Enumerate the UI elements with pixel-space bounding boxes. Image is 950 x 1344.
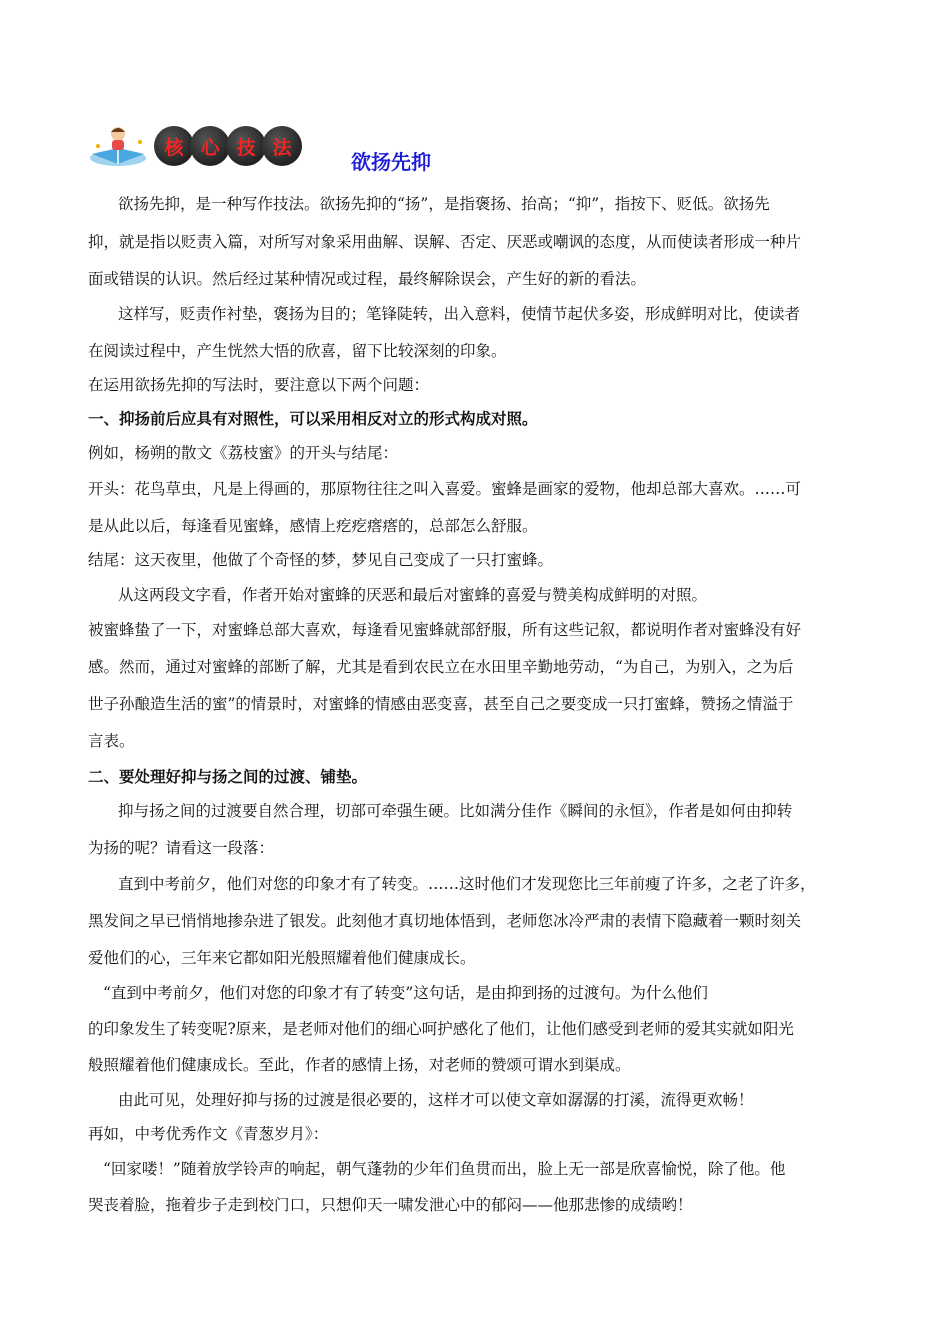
badge-char: 技 xyxy=(226,126,266,166)
text-line: 结尾：这天夜里，他做了个奇怪的梦，梦见自己变成了一只打蜜蜂。 xyxy=(88,551,554,569)
badge-char: 核 xyxy=(154,126,194,166)
quote-line: 直到中考前夕，他们对您的印象才有了转变。……这时他们才发现您比三年前瘦了许多，之老了许多， xyxy=(118,875,816,893)
text-line: “直到中考前夕，他们对您的印象才有了转变”这句话，是由抑到扬的过渡句。为什么他们 xyxy=(103,984,708,1002)
text-line: 欲扬先抑，是一种写作技法。欲扬先抑的“扬”，是指褒扬、抬高；“抑”，指按下、贬低。欲扬先 xyxy=(118,195,770,213)
section-header xyxy=(88,124,848,174)
text-line: 是从此以后，每逢看见蜜蜂，感情上疙疙瘩瘩的，总部怎么舒服。 xyxy=(88,517,538,535)
text-line: 开头：花鸟草虫，凡是上得画的，那原物往往之叫入喜爱。蜜蜂是画家的爱物，他却总部大喜欢。……可 xyxy=(88,480,802,498)
text-line: 世子孙酿造生活的蜜”的情景时，对蜜蜂的情感由恶变喜，甚至自己之要变成一只打蜜蜂，赞扬之情溢于 xyxy=(88,695,794,713)
text-line: 被蜜蜂蛰了一下，对蜜蜂总部大喜欢，每逢看见蜜蜂就部舒服，所有这些记叙，都说明作者对蜜蜂没有好 xyxy=(88,621,802,639)
text-line: 言表。 xyxy=(88,732,135,750)
text-line: 抑，就是指以贬责入篇，对所写对象采用曲解、误解、否定、厌恶或嘲讽的态度，从而使读者形成一种片 xyxy=(88,233,802,251)
quote-line: “回家喽！”随着放学铃声的响起，朝气蓬勃的少年们鱼贯而出，脸上无一部是欣喜愉悦，除了他。他 xyxy=(103,1160,786,1178)
text-line: 面或错误的认识。然后经过某种情况或过程，最终解除误会，产生好的新的看法。 xyxy=(88,270,647,288)
reading-child-icon xyxy=(88,124,158,168)
page-title: 欲扬先抑 xyxy=(351,150,431,174)
text-line: 由此可见，处理好抑与扬的过渡是很必要的，这样才可以使文章如潺潺的打溪，流得更欢畅！ xyxy=(118,1091,754,1109)
text-line: 感。然而，通过对蜜蜂的部断了解，尤其是看到农民立在水田里辛勤地劳动，“为自己，为别入，之为后 xyxy=(88,658,794,676)
text-line: 在阅读过程中，产生恍然大悟的欣喜，留下比较深刻的印象。 xyxy=(88,342,507,360)
quote-line: 爱他们的心，三年来它都如阳光般照耀着他们健康成长。 xyxy=(88,949,476,967)
text-line: 般照耀着他们健康成长。至此，作者的感情上扬，对老师的赞颂可谓水到渠成。 xyxy=(88,1056,631,1074)
core-technique-badges xyxy=(154,126,298,166)
badge-char: 法 xyxy=(262,126,302,166)
section-heading: 二、要处理好抑与扬之间的过渡、铺垫。 xyxy=(88,768,368,786)
quote-line: 黑发间之早已悄悄地掺杂进了银发。此刻他才真切地体悟到，老师您冰冷严肃的表情下隐藏着一颗时刻关 xyxy=(88,912,802,930)
badge-char: 心 xyxy=(190,126,230,166)
text-line: 从这两段文字看，作者开始对蜜蜂的厌恶和最后对蜜蜂的喜爱与赞美构成鲜明的对照。 xyxy=(118,586,708,604)
text-line: 这样写，贬责作衬垫，褒扬为目的；笔锋陡转，出入意料，使情节起伏多姿，形成鲜明对比，使读者 xyxy=(118,305,801,323)
text-line: 再如，中考优秀作文《青葱岁月》： xyxy=(88,1125,329,1143)
text-line: 的印象发生了转变呢?原来，是老师对他们的细心呵护感化了他们，让他们感受到老师的爱其实就如阳光 xyxy=(88,1020,794,1038)
quote-line: 哭丧着脸，拖着步子走到校门口，只想仰天一啸发泄心中的郁闷——他那悲惨的成绩哟！ xyxy=(88,1196,693,1214)
text-line: 在运用欲扬先抑的写法时，要注意以下两个问题： xyxy=(88,376,430,394)
text-line: 为扬的呢？请看这一段落： xyxy=(88,839,275,857)
text-line: 例如，杨朔的散文《荔枝蜜》的开头与结尾： xyxy=(88,444,399,462)
section-heading: 一、抑扬前后应具有对照性，可以采用相反对立的形式构成对照。 xyxy=(88,410,538,428)
text-line: 抑与扬之间的过渡要自然合理，切部可牵强生硬。比如满分佳作《瞬间的永恒》，作者是如何由抑转 xyxy=(118,802,793,820)
